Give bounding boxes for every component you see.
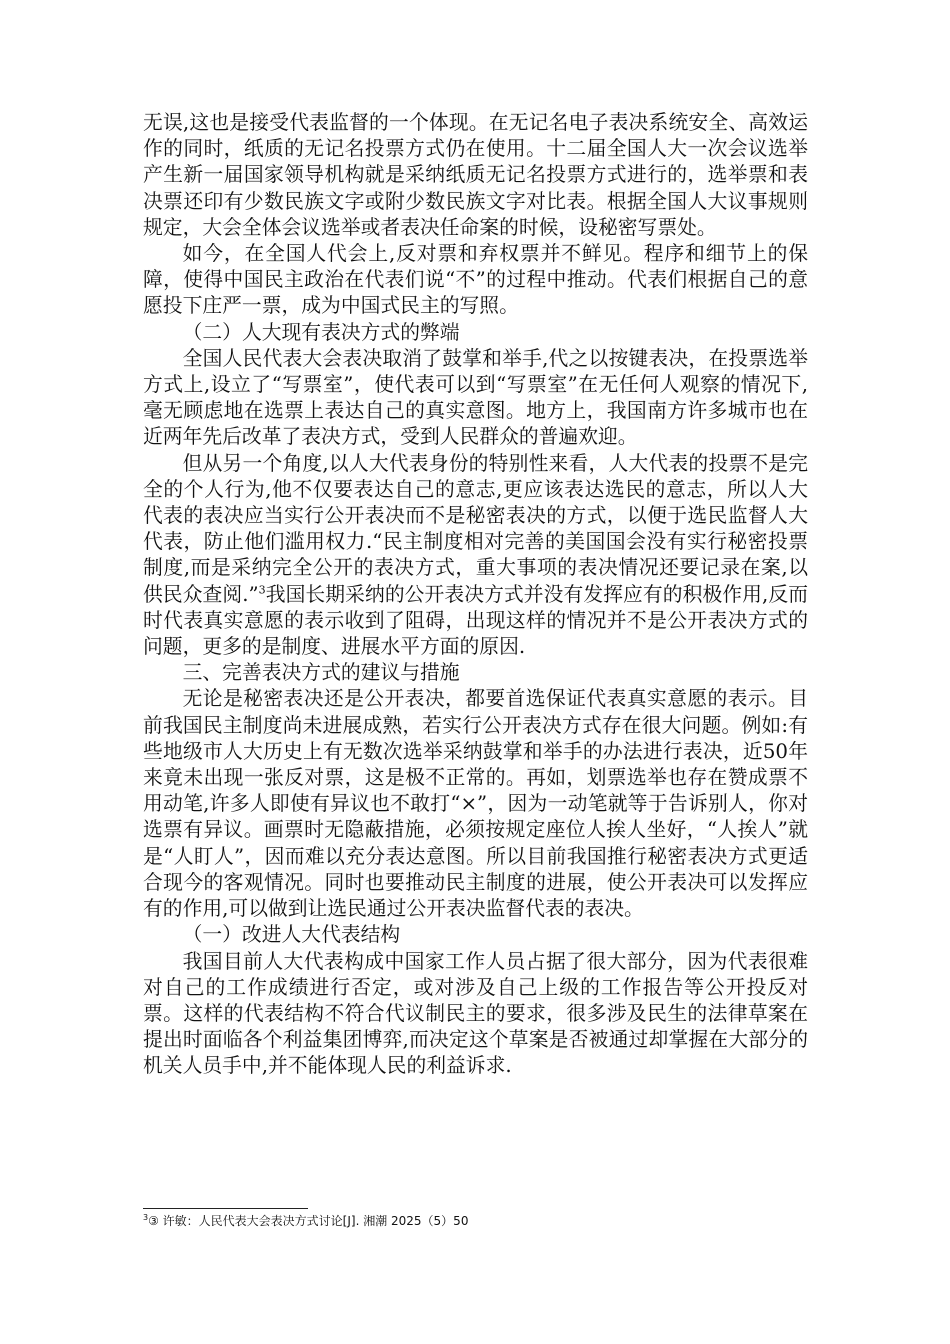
footnote-marker: 3 bbox=[143, 1213, 149, 1222]
paragraph: 如今，在全国人代会上,反对票和弃权票并不鲜见。程序和细节上的保障，使得中国民主政治在代表们说“不”的过程中推动。代表们根据自己的意愿投下庄严一票，成为中国式民主的写照。 bbox=[143, 242, 808, 318]
paragraph: 我国目前人大代表构成中国家工作人员占据了很大部分，因为代表很难对自己的工作成绩进行否定，或对涉及自己上级的工作报告等公开投反对票。这样的代表结构不符合代议制民主的要求，很多涉及民生的法律草案在提出时面临各个利益集团博弈,而决定这个草案是否被通过却掌握在大部分的机关人员手中,并不能体现人民的利益诉求. bbox=[143, 949, 808, 1078]
paragraph: 全国人民代表大会表决取消了鼓掌和举手,代之以按键表决，在投票选举方式上,设立了“写票室”，使代表可以到“写票室”在无任何人观察的情况下,毫无顾虑地在选票上表达自己的真实意图。地方上，我国南方许多城市也在近两年先后改革了表决方式，受到人民群众的普遍欢迎。 bbox=[143, 346, 808, 449]
paragraph-continuation: 无误,这也是接受代表监督的一个体现。在无记名电子表决系统安全、高效运作的同时，纸质的无记名投票方式仍在使用。十二届全国人大一次会议选举产生新一届国家领导机构就是采纳纸质无记名投票方式进行的，选举票和表决票还印有少数民族文字或附少数民族文字对比表。根据全国人大议事规则规定，大会全体会议选举或者表决任命案的时候，设秘密写票处。 bbox=[143, 111, 808, 239]
paragraph-with-citation bbox=[143, 451, 808, 661]
document-page bbox=[143, 110, 808, 1310]
paragraph-text-after-ref: 我国长期采纳的公开表决方式并没有发挥应有的积极作用,反而时代表真实意愿的表示收到了阻碍，出现这样的情况并不是公开表决方式的问题，更多的是制度、进展水平方面的原因. bbox=[143, 582, 808, 659]
paragraph: 无论是秘密表决还是公开表决，都要首选保证代表真实意愿的表示。目前我国民主制度尚未进展成熟，若实行公开表决方式存在很大问题。例如:有些地级市人大历史上有无数次选举采纳鼓掌和举手的办法进行表决，近50年来竟未出现一张反对票，这是极不正常的。再如，划票选举也存在赞成票不用动笔,许多人即使有异议也不敢打“×”，因为一动笔就等于告诉别人，你对选票有异议。画票时无隐蔽措施，必须按规定座位人挨人坐好，“人挨人”就是“人盯人”，因而难以充分表达意图。所以目前我国推行秘密表决方式更适合现今的客观情况。同时也要推动民主制度的进展，使公开表决可以发挥应有的作用,可以做到让选民通过公开表决监督代表的表决。 bbox=[143, 687, 808, 921]
section-heading: 三、完善表决方式的建议与措施 bbox=[182, 661, 460, 685]
footnote-separator bbox=[143, 1208, 308, 1209]
footnote-reference[interactable]: 3 bbox=[258, 583, 266, 597]
section-heading: （二）人大现有表决方式的弊端 bbox=[182, 320, 460, 344]
footnote-text: ③ 许敏：人民代表大会表决方式讨论[J]. 湘潮 2025（5）50 bbox=[148, 1214, 469, 1228]
footnote bbox=[143, 1213, 808, 1229]
section-heading: （一）改进人大代表结构 bbox=[182, 923, 401, 947]
document-body bbox=[143, 110, 808, 1080]
paragraph-text-before-ref: 但从另一个角度,以人大代表身份的特别性来看，人大代表的投票不是完全的个人行为,他不仅要表达自己的意志,更应该表达选民的意志，所以人大代表的表决应当实行公开表决而不是秘密表决的方式，以便于选民监督人大代表，防止他们滥用权力.“民主制度相对完善的美国国会没有实行秘密投票制度,而是采纳完全公开的表决方式，重大事项的表决情况还要记录在案,以供民众查阅.” bbox=[143, 451, 808, 606]
